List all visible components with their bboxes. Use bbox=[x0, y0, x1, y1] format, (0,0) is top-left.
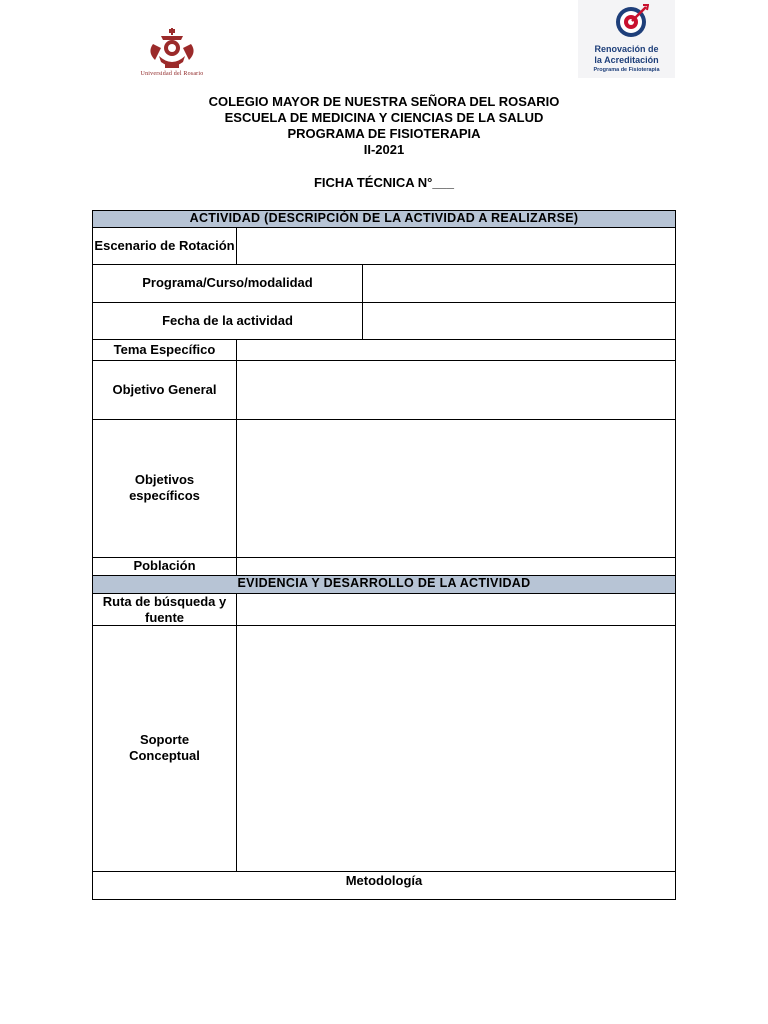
tema-especifico-field[interactable] bbox=[237, 339, 675, 360]
document-header bbox=[0, 94, 768, 158]
metodologia-label: Metodología bbox=[345, 873, 423, 888]
header-line-college: COLEGIO MAYOR DE NUESTRA SEÑORA DEL ROSARIO bbox=[208, 94, 560, 109]
fecha-actividad-label: Fecha de la actividad bbox=[162, 312, 293, 328]
escenario-rotacion-field[interactable] bbox=[237, 228, 675, 264]
fecha-actividad-field[interactable] bbox=[363, 302, 675, 339]
soporte-conceptual-label: Soporte Conceptual bbox=[129, 732, 200, 763]
logo-text-line1: Renovación de bbox=[594, 44, 659, 54]
logo-text-line2: la Acreditación bbox=[594, 55, 659, 65]
poblacion-label: Población bbox=[133, 558, 196, 573]
ficha-form-table bbox=[92, 210, 676, 900]
header-line-period: II-2021 bbox=[363, 142, 405, 157]
section-header-evidencia: EVIDENCIA Y DESARROLLO DE LA ACTIVIDAD bbox=[93, 575, 675, 594]
tema-especifico-label: Tema Específico bbox=[113, 341, 216, 357]
programa-curso-label: Programa/Curso/modalidad bbox=[142, 275, 313, 290]
target-icon bbox=[613, 3, 649, 39]
escenario-rotacion-label: Escenario de Rotación bbox=[94, 238, 235, 253]
objetivos-especificos-label: Objetivos específicos bbox=[129, 472, 200, 503]
soporte-conceptual-field[interactable] bbox=[237, 625, 675, 871]
objetivo-general-field[interactable] bbox=[237, 360, 675, 419]
objetivos-especificos-field[interactable] bbox=[237, 419, 675, 557]
programa-curso-field[interactable] bbox=[363, 264, 675, 302]
university-name: Universidad del Rosario bbox=[140, 71, 204, 77]
rosario-crest-icon bbox=[147, 28, 197, 70]
row-divider bbox=[93, 871, 675, 872]
ficha-tecnica-title: FICHA TÉCNICA N°___ bbox=[313, 175, 455, 190]
poblacion-field[interactable] bbox=[237, 557, 675, 575]
universidad-del-rosario-logo bbox=[128, 28, 216, 82]
header-line-school: ESCUELA DE MEDICINA Y CIENCIAS DE LA SALUD bbox=[224, 110, 544, 125]
header-line-program: PROGRAMA DE FISIOTERAPIA bbox=[287, 126, 481, 141]
ruta-busqueda-field[interactable] bbox=[237, 594, 675, 625]
section-header-actividad: ACTIVIDAD (DESCRIPCIÓN DE LA ACTIVIDAD A REALIZARSE) bbox=[93, 211, 675, 228]
logo-text-line3: Programa de Fisioterapia bbox=[593, 67, 660, 73]
ruta-busqueda-label: Ruta de búsqueda y fuente bbox=[102, 593, 227, 625]
renovacion-acreditacion-logo bbox=[578, 0, 675, 78]
objetivo-general-label: Objetivo General bbox=[112, 381, 217, 397]
